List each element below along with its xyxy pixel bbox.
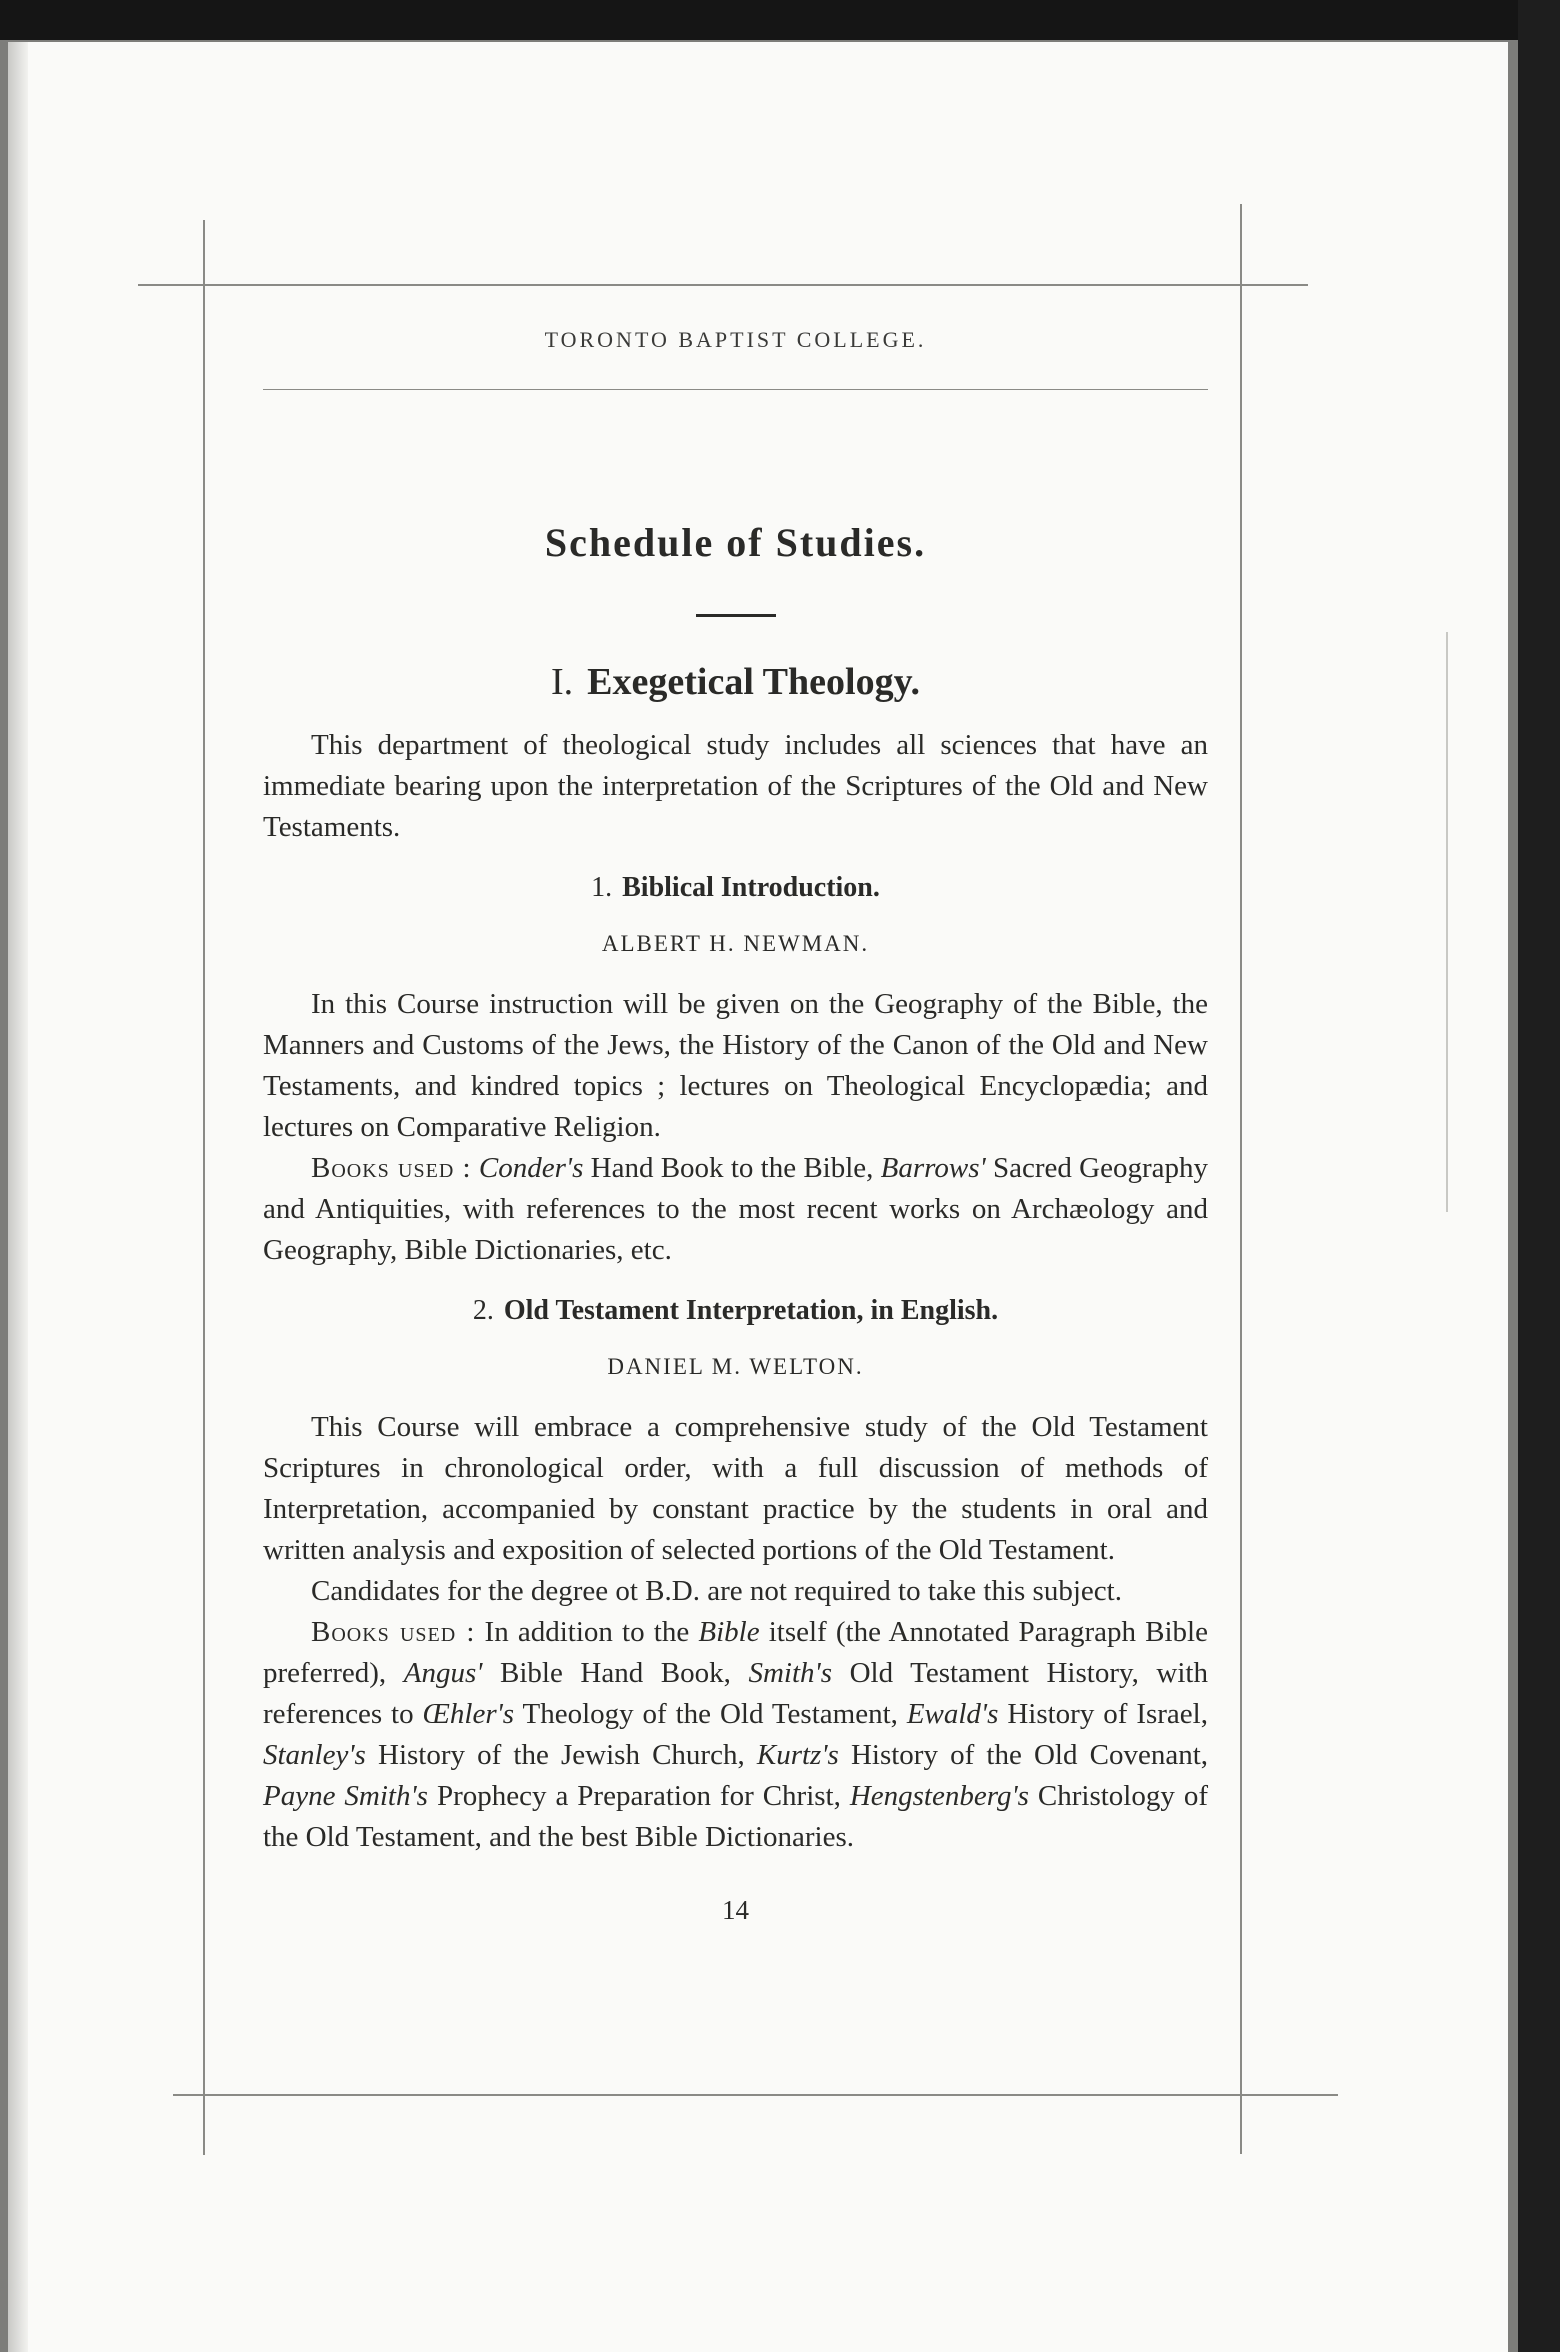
page-content (263, 327, 1208, 1928)
crop-line-left (203, 220, 205, 2155)
book-author: Conder's (478, 1152, 584, 1184)
book-author: Barrows' (880, 1152, 986, 1184)
course1-books-label: Books used : (311, 1152, 472, 1184)
book-page (8, 42, 1508, 2352)
course2-description: This Course will embrace a comprehensive study of the Old Testament Scriptures in chronological order, with a full discussion of methods of Interpretation, accompanied by constant practice by the students in oral and written analysis and exposition of selected portions of the Old Testament. (263, 1411, 1208, 1566)
course2-number: 2. (472, 1295, 494, 1326)
scan-border-right (1518, 0, 1560, 2352)
intro-paragraph: This department of theological study includes all sciences that have an immediate bearing upon the interpretation of the Scriptures of the Old and New Testaments. (263, 729, 1208, 843)
part-title: Exegetical Theology. (587, 661, 920, 703)
book-author: Ewald's (906, 1698, 999, 1730)
schedule-title: Schedule of Studies. (544, 520, 927, 565)
course2-books-label: Books used : (311, 1616, 476, 1648)
title-rule (696, 614, 776, 617)
book-author: Hengstenberg's (849, 1780, 1029, 1812)
course1-description: In this Course instruction will be given on the Geography of the Bible, the Manners and Customs of the Jews, the History of the Canon of the Old and New Testaments, and kindred topics ; lectures on Theological Encyclopædia; and lectures on Comparative Religion. (263, 988, 1208, 1143)
course1-title: Biblical Introduction. (622, 872, 880, 903)
part-heading (263, 657, 1208, 707)
course1-heading (263, 866, 1208, 910)
page-number: 14 (722, 1895, 749, 1925)
book-author: Payne Smith's (263, 1780, 428, 1812)
course1-number: 1. (591, 872, 613, 903)
part-number: I. (551, 661, 574, 703)
course2-title: Old Testament Interpretation, in English. (503, 1295, 999, 1326)
book-author: Angus' (403, 1657, 483, 1689)
course2-instructor: DANIEL M. WELTON. (607, 1354, 864, 1379)
course2-note: Candidates for the degree ot B.D. are not required to take this subject. (311, 1575, 1122, 1607)
edge-mark-right (1446, 632, 1448, 1212)
running-head: TORONTO BAPTIST COLLEGE. (544, 327, 927, 352)
crop-line-bottom (173, 2094, 1338, 2096)
running-head-rule (263, 389, 1208, 390)
book-author: Œhler's (422, 1698, 515, 1730)
scan-border-top (0, 0, 1560, 40)
crop-line-right (1240, 204, 1242, 2154)
book-author: Smith's (748, 1657, 833, 1689)
book-author: Kurtz's (756, 1739, 839, 1771)
course1-books: Books used : Conder's Hand Book to the Bible, Barrows' Sacred Geography and Antiquities, with references to the most recent works on Archæology and Geography, Bible Dictionaries, etc. (263, 1152, 1208, 1266)
book-title: Bible (698, 1616, 760, 1648)
page-binding-edge (8, 42, 28, 2352)
crop-line-top (138, 284, 1308, 286)
course2-heading (263, 1289, 1208, 1333)
course2-books: Books used : In addition to the Bible itself (the Annotated Paragraph Bible preferred), Angus' Bible Hand Book, Smith's Old Testament History, with references to Œhler's Theology of the Old Testament, Ewald's History of Israel, Stanley's History of the Jewish Church, Kurtz's History of the Old Covenant, Payne Smith's Prophecy a Preparation for Christ, Hengstenberg's Christology of the Old Testament, and the best Bible Dictionaries. (263, 1616, 1209, 1853)
book-author: Stanley's (263, 1739, 366, 1771)
course1-instructor: ALBERT H. NEWMAN. (601, 931, 870, 956)
